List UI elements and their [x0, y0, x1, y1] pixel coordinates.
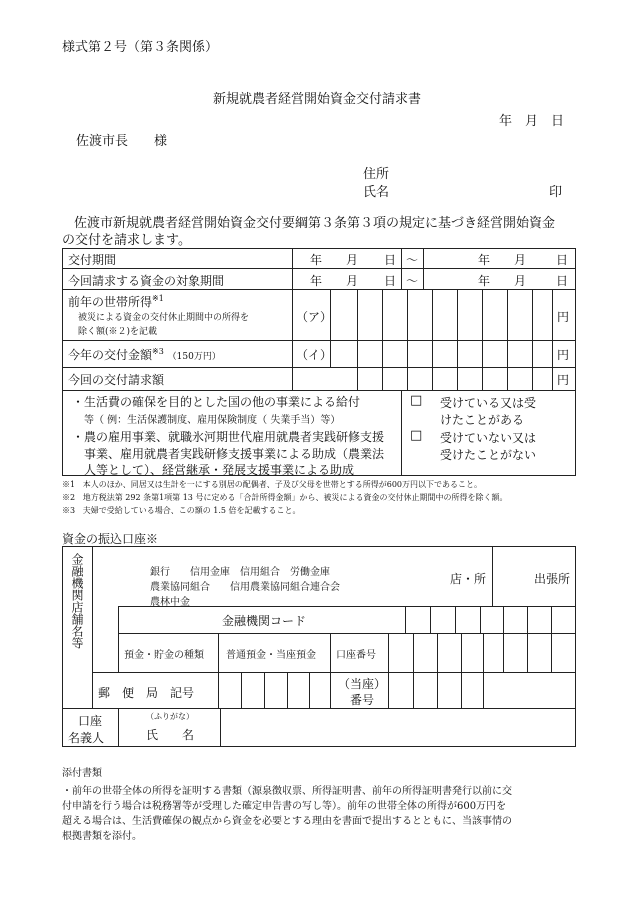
- checkbox-received[interactable]: □: [410, 393, 423, 408]
- prev-income-label: 前年の世帯所得$^{※1}$: [68, 294, 164, 309]
- period-end-year: 年: [478, 253, 491, 267]
- this-year-label: 今年の交付金額$^{※3}$ （150万円）: [68, 347, 221, 362]
- note-3: ※3 夫婦で受給している場合、この額の 1.5 倍を記載すること。: [62, 506, 301, 515]
- sub-branch-label: 出張所: [534, 572, 571, 586]
- post-office-label: 郵 便 局 記号: [98, 686, 195, 700]
- period-end-month: 月: [514, 253, 527, 267]
- other-aid-line-4: 事業、雇用就農者実践研修支援事業による助成（農業法: [84, 447, 385, 461]
- target-period-label: 今回請求する資金の対象期間: [68, 274, 225, 288]
- option-not-received-line-2: 受けたことがない: [440, 448, 537, 462]
- prev-income-note-2: 除く額(※２)を記載: [78, 327, 158, 337]
- attachments-line-3: 超える場合は、生活費確保の観点から資金を必要とする理由を書面で提出するとともに、当該事情の: [62, 816, 512, 827]
- prev-income-note-1: 被災による資金の交付休止期間中の所得を: [78, 313, 250, 323]
- deposit-type-value: 普通預金・当座預金: [226, 650, 316, 661]
- period-start-year: 年: [310, 253, 323, 267]
- attachments-title: 添付書類: [62, 768, 102, 779]
- period-start-month: 月: [346, 253, 359, 267]
- attachments-line-4: 根拠書類を添付。: [62, 831, 142, 842]
- deposit-type-label: 預金・貯金の種類: [124, 650, 204, 661]
- checkbox-not-received[interactable]: □: [410, 428, 423, 443]
- period-start-day: 日: [384, 253, 397, 267]
- other-aid-line-2: 等（ 例：生活保護制度、雇用保険制度（ 失業手当）等）: [84, 415, 341, 426]
- furigana-label: （ふりがな）: [146, 712, 194, 721]
- option-received-line-2: けたことがある: [440, 413, 525, 427]
- claim-label: 今回の交付請求額: [68, 373, 165, 387]
- period-end-day: 日: [556, 253, 569, 267]
- address-label: 住所: [363, 167, 390, 182]
- option-not-received-line-1: 受けていない又は: [440, 431, 537, 445]
- mark-i: （イ）: [296, 348, 333, 362]
- bank-vertical-label: 金融機関店舗名等: [70, 553, 84, 649]
- bank-types-line-3: 農林中金: [150, 597, 190, 608]
- form-number: 様式第２号（第３条関係）: [62, 40, 219, 55]
- post-number-label: 番号: [350, 693, 375, 707]
- target-end-day: 日: [556, 274, 569, 288]
- attachments-line-1: ・前年の世帯全体の所得を証明する書類（源泉徴収票、所得証明書、前年の所得証明書発行以前に交: [62, 786, 512, 797]
- addressee: 佐渡市長 様: [76, 134, 168, 149]
- seal-mark: 印: [549, 185, 563, 200]
- other-aid-line-5: 人等として）、経営継承・発展支援事業による助成: [84, 463, 355, 477]
- this-year-yen: 円: [557, 348, 570, 362]
- other-aid-line-3: ・農の雇用事業、就職氷河期世代雇用就農者実践研修支援: [72, 430, 385, 444]
- claim-yen: 円: [557, 373, 570, 387]
- holder-label-2: 名義人: [68, 731, 105, 745]
- attachments-line-2: 付申請を行う場合は税務署等が受理した確定申告書の写し等）。前年の世帯全体の所得が600万円を: [62, 801, 507, 812]
- bank-section-title: 資金の振込口座※: [62, 532, 159, 546]
- holder-name-label: 氏 名: [146, 728, 195, 742]
- branch-label: 店・所: [450, 572, 487, 586]
- target-start-month: 月: [346, 274, 359, 288]
- bank-code-label: 金融機関コード: [222, 614, 307, 628]
- bank-types-line-1: 銀行 信用金庫 信用組合 労働金庫: [150, 567, 330, 578]
- target-end-month: 月: [514, 274, 527, 288]
- bank-types-line-2: 農業協同組合 信用農業協同組合連合会: [150, 582, 340, 593]
- intro-line-1: 佐渡市新規就農者経営開始資金交付要綱第３条第３項の規定に基づき経営開始資金: [74, 216, 556, 231]
- holder-label-1: 口座: [78, 714, 103, 728]
- name-label: 氏名: [363, 185, 390, 200]
- target-start-day: 日: [384, 274, 397, 288]
- target-end-year: 年: [478, 274, 491, 288]
- period-tilde: ～: [406, 253, 419, 267]
- note-1: ※1 本人のほか、同居又は生計を一にする別居の配偶者、子及び父母を世帯とする所得が600万円以下であること。: [62, 480, 482, 489]
- mark-a: （ア）: [296, 310, 333, 324]
- prev-income-yen: 円: [557, 310, 570, 324]
- current-account-label: （当座）: [338, 677, 387, 691]
- account-number-label: 口座番号: [336, 650, 376, 661]
- period-label: 交付期間: [68, 253, 117, 267]
- intro-line-2: の交付を請求します。: [62, 233, 191, 248]
- note-2: ※2 地方税法第 292 条第1項第 13 号に定める「合計所得金額」から、被災による資金の交付休止期間中の所得を除く額。: [62, 493, 508, 502]
- other-aid-line-1: ・生活費の確保を目的とした国の他の事業による給付: [72, 395, 361, 409]
- target-start-year: 年: [310, 274, 323, 288]
- form-title: 新規就農者経営開始資金交付請求書: [213, 92, 422, 107]
- date-line: 年 月 日: [499, 114, 565, 129]
- option-received-line-1: 受けている又は受: [440, 396, 537, 410]
- target-tilde: ～: [406, 274, 419, 288]
